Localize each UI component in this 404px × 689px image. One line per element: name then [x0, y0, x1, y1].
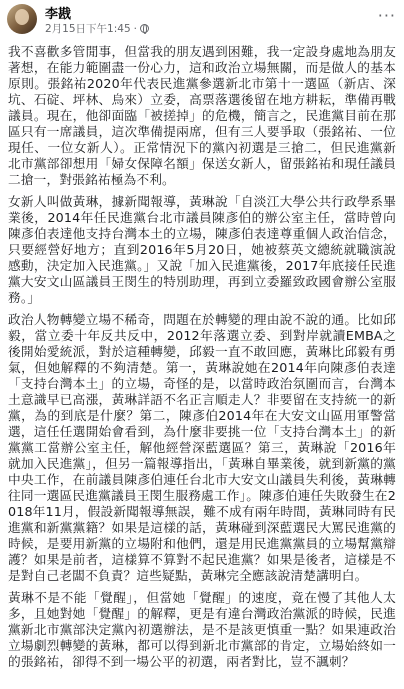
- avatar[interactable]: [7, 4, 37, 34]
- post-paragraph: 黃琳不是不能「覺醒」，但當她「覺醒」的速度，竟在慢了其他人太多，且她對她「覺醒」的解釋，更是有違台灣政治黨派的時候，民進黨新北市黨部決定黨內初選辦法，是不是該更慎重一點？如果連政治立場劇烈轉變的黃琳，都可以得到新北市黨部的肯定，立場始終如一的張銘祐，卻得不到一場公平的初選，兩者對比，豈不諷刺？: [8, 590, 396, 669]
- post-timestamp[interactable]: 2月15日下午1:45: [45, 23, 131, 35]
- post-header: [0, 0, 404, 42]
- post-paragraph: 女新人叫做黃琳，據新聞報導，黃琳說「自淡江大學公共行政學系畢業後，2014年任民進黨台北市議員陳彥伯的辦公室主任，當時曾向陳彥伯表達他支持台灣本土的立場，陳彥伯表達尊重個人政治信念，只要經營好地方；直到2016年5月20日，她被蔡英文總統就職演說感動，決定加入民進黨。」又說「加入民進黨後，2017年底接任民進黨大安文山區議員王閔生的特別助理，再到立委羅致政國會辦公室服務。」: [8, 194, 396, 305]
- more-options-icon[interactable]: ···: [377, 6, 396, 25]
- post-body: [8, 44, 396, 676]
- post-paragraph: 政治人物轉變立場不稀奇，問題在於轉變的理由說不說的通。比如邱毅，當立委十年反共反中，2012年落選立委、到對岸就讀EMBA之後開始愛統派，對於這種轉變，邱毅一直不敢回應，黃琳比邱毅有勇氣，但她解釋的不夠清楚。第一，黃琳說她在2014年向陳彥伯表達「支持台灣本土」的立場，奇怪的是，以當時政治氛圍而言，台灣本土意識早已高漲，黃琳詳語不名正言順走人？非要留在支持統一的新黨，為的到底是什麼？第二，陳彥伯2014年在大安文山區用軍警當選，這任任選開始會看到，為什麼非要挑一位「支持台灣本土」的新黨黨工當辦公室主任，解他經營深藍選區？第三，黃琳說「2016年就加入民進黨」，但另一篇報導指出，「黃琳自畢業後，就到新黨的黨中央工作，在前議員陳彥伯連任台北市大安文山議員失利後，黃琳轉往同一選區民進黨議員王閔生服務處工作」。陳彥伯連任失敗發生在2018年11月，假設新聞報導無誤，難不成有兩年時間，黃琳同時有民進黨和新黨黨籍？如果是這樣的話，黃琳碰到深藍選民大罵民進黨的時候，是要用新黨的立場附和他們，還是用民進黨黨員的立場幫黨辯護？如果是前者，這樣算不算對不起民進黨？如果是後者，這樣是不是對自己老闆不負責？這些疑點，黃琳完全應該說清楚講明白。: [8, 312, 396, 583]
- post-paragraph: 我不喜歡多管閒事，但當我的朋友遇到困難，我一定設身處地為朋友著想，在能力範圍盡一份心力，這和政治立場無關，而是做人的基本原則。張銘祐2020年代表民進黨參選新北市第十一選區（新店、深坑、石碇、坪林、烏來）立委，高票落選後留在地方耕耘，準備再戰議員。現在，他卻面臨「被搓掉」的危機，簡言之，民進黨目前在那區只有一席議員，這次準備提兩席，但有三人要爭取（張銘祐、一位現任、一位女新人）。正常情況下的黨內初選是三搶二，但民進黨新北市黨部卻想用「婦女保障名額」保送女新人，留張銘祐和現任議員二搶一，對張銘祐極為不利。: [8, 44, 396, 187]
- meta-separator: ·: [133, 22, 137, 35]
- author-name[interactable]: 李戡: [45, 7, 72, 22]
- post-meta: [45, 21, 149, 36]
- globe-icon: [140, 24, 149, 33]
